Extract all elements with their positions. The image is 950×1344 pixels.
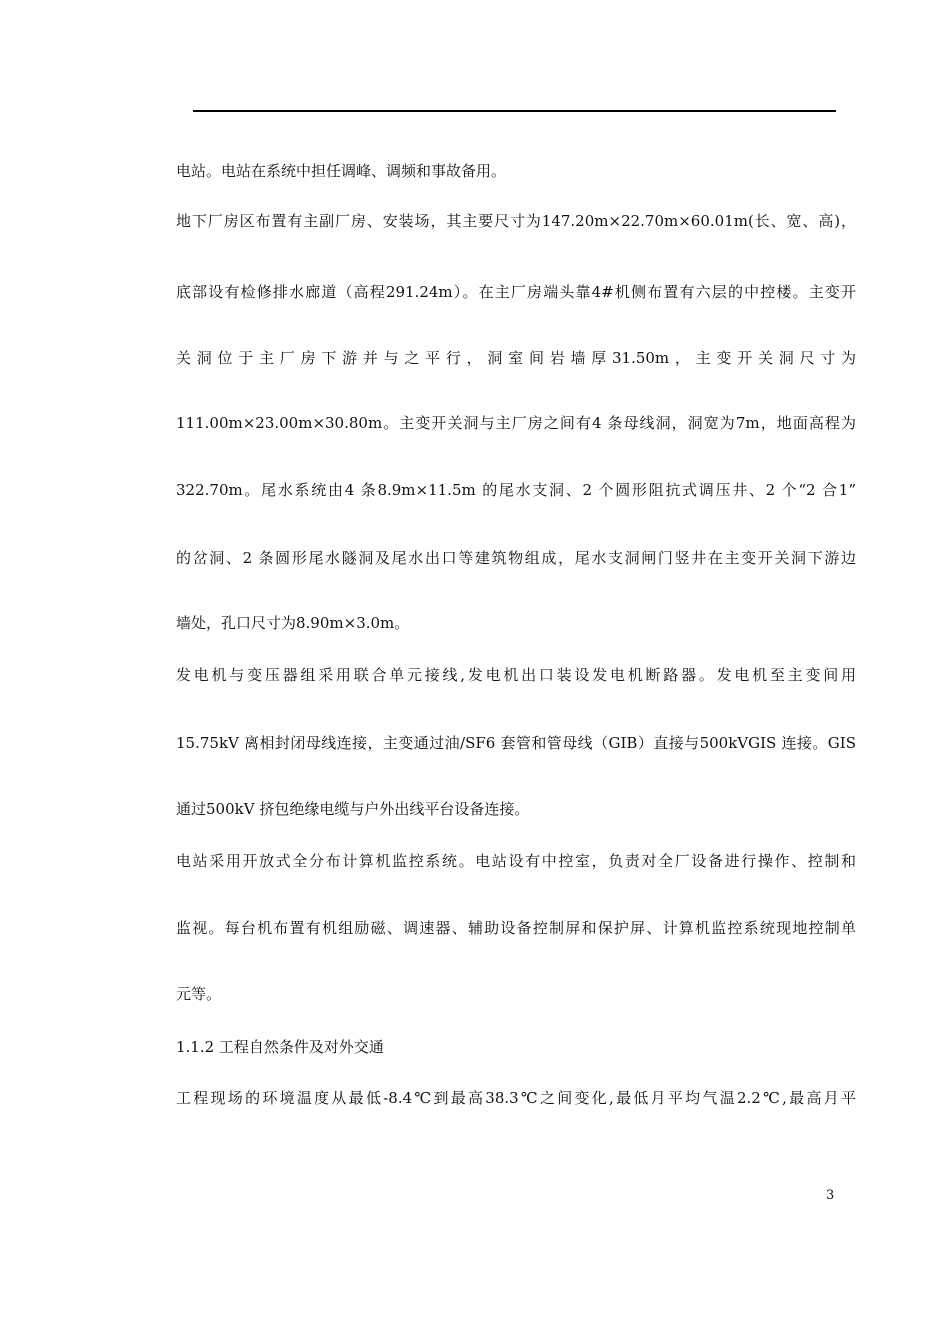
text-line: 关洞位于主厂房下游并与之平行，洞室间岩墙厚31.50m，主变开关洞尺寸为 — [176, 349, 856, 367]
text-line: 底部设有检修排水廊道（高程291.24m）。在主厂房端头靠4#机侧布置有六层的中控楼。主变开 — [176, 283, 856, 301]
page-number: 3 — [826, 1188, 835, 1203]
text-line: 通过500kV 挤包绝缘电缆与户外出线平台设备连接。 — [176, 800, 530, 818]
text-line: 地下厂房区布置有主副厂房、安装场，其主要尺寸为147.20m×22.70m×60.01m(长、宽、高)， — [176, 212, 856, 230]
text-line: 的岔洞、2 条圆形尾水隧洞及尾水出口等建筑物组成，尾水支洞闸门竖井在主变开关洞下游边 — [176, 549, 856, 567]
text-line: 电站。电站在系统中担任调峰、调频和事故备用。 — [176, 162, 507, 180]
text-line: 发电机与变压器组采用联合单元接线,发电机出口装设发电机断路器。发电机至主变间用 — [176, 666, 856, 684]
text-line: 电站采用开放式全分布计算机监控系统。电站设有中控室，负责对全厂设备进行操作、控制和 — [176, 852, 856, 870]
text-line: 111.00m×23.00m×30.80m。主变开关洞与主厂房之间有4 条母线洞，洞宽为7m，地面高程为 — [176, 414, 856, 432]
text-line: 15.75kV 离相封闭母线连接，主变通过油/SF6 套管和管母线（GIB）直接与500kVGIS 连接。GIS — [176, 734, 856, 752]
section-heading: 1.1.2 工程自然条件及对外交通 — [176, 1038, 384, 1056]
text-line: 322.70m。尾水系统由4 条8.9m×11.5m 的尾水支洞、2 个圆形阻抗式调压井、2 个“2 合1” — [176, 481, 856, 499]
text-line: 工程现场的环境温度从最低-8.4℃到最高38.3℃之间变化,最低月平均气温2.2℃,最高月平 — [176, 1089, 856, 1107]
header-rule — [193, 110, 836, 112]
text-line: 元等。 — [176, 985, 222, 1003]
text-line: 墙处，孔口尺寸为8.90m×3.0m。 — [176, 614, 410, 632]
text-line: 监视。每台机布置有机组励磁、调速器、辅助设备控制屏和保护屏、计算机监控系统现地控制单 — [176, 919, 856, 937]
